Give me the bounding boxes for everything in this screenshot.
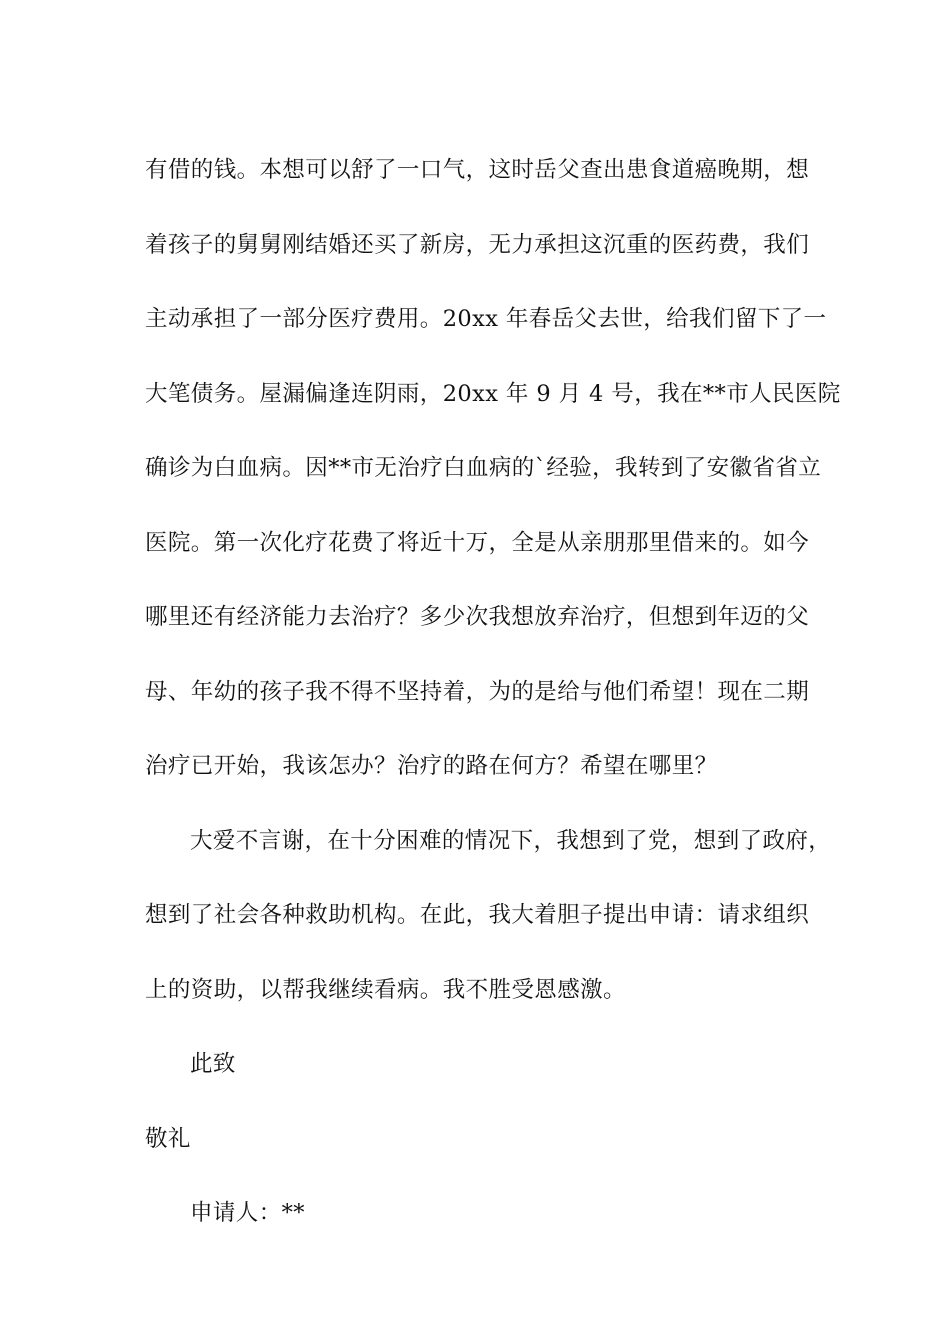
body-line-12: 上的资助，以帮我继续看病。我不胜受恩感激。 [145, 976, 626, 1003]
body-line-8: 母、年幼的孩子我不得不坚持着，为的是给与他们希望！现在二期 [145, 678, 810, 705]
body-line-10: 大爱不言谢，在十分困难的情况下，我想到了党，想到了政府， [190, 827, 832, 854]
body-line-1: 有借的钱。本想可以舒了一口气，这时岳父查出患食道癌晚期，想 [145, 157, 810, 183]
closing-text: 此致 [190, 1051, 236, 1077]
body-line-6: 医院。第一次化疗花费了将近十万，全是从亲朋那里借来的。如今 [145, 529, 810, 556]
body-line-11: 想到了社会各种救助机构。在此，我大着胆子提出申请：请求组织 [145, 902, 810, 928]
body-line-2: 着孩子的舅舅刚结婚还买了新房，无力承担这沉重的医药费，我们 [145, 231, 810, 258]
salutation-text: 敬礼 [145, 1125, 191, 1152]
document-body [145, 133, 841, 1251]
body-line-7: 哪里还有经济能力去治疗？多少次我想放弃治疗，但想到年迈的父 [145, 604, 810, 630]
body-line-5: 确诊为白血病。因**市无治疗白血病的`经验，我转到了安徽省省立 [145, 455, 822, 481]
body-line-9: 治疗已开始，我该怎办？治疗的路在何方？希望在哪里？ [145, 753, 718, 779]
applicant-signature: 申请人：** [190, 1200, 305, 1226]
body-line-3: 主动承担了一部分医疗费用。20xx 年春岳父去世，给我们留下了一 [145, 306, 827, 332]
body-line-4: 大笔债务。屋漏偏逢连阴雨，20xx 年 9 月 4 号，我在**市人民医院 [145, 380, 841, 407]
